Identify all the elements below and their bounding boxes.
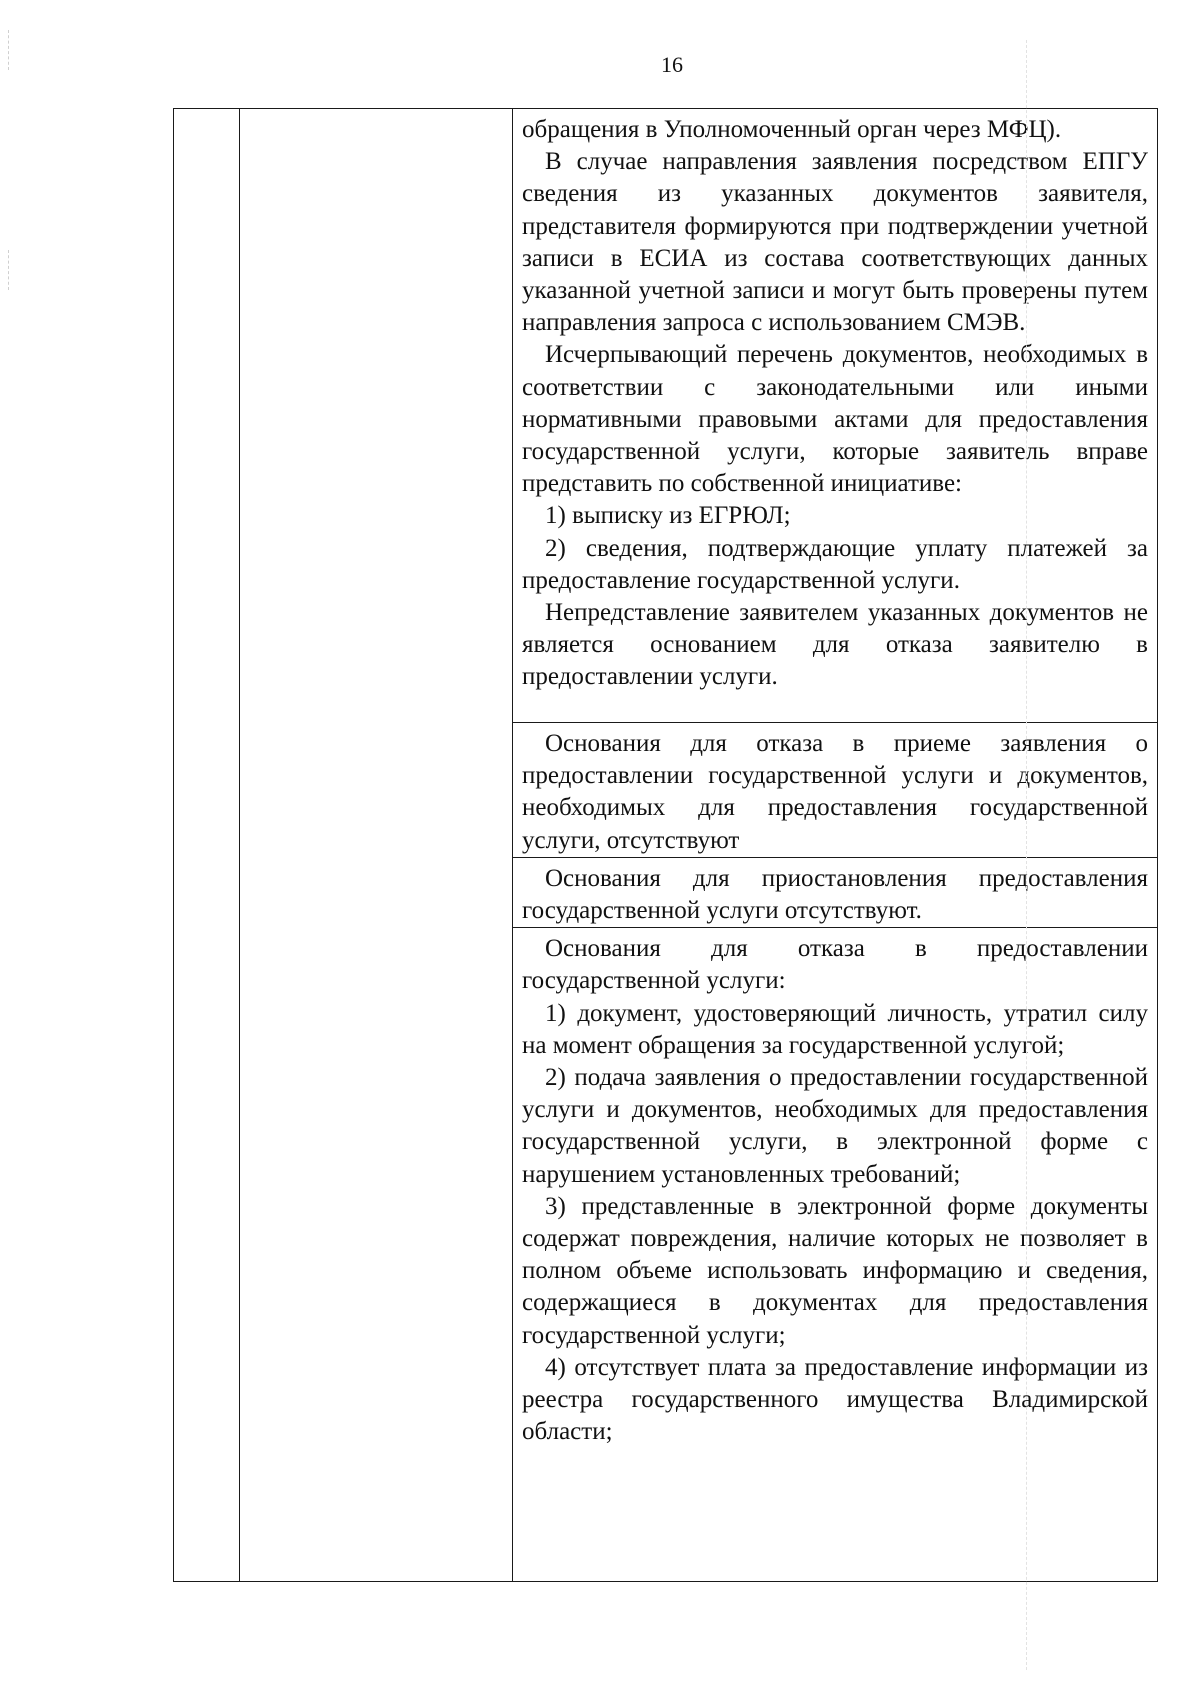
paragraph: 4) отсутствует плата за предоставление информации из реестра государственного имущества Владимирской области; <box>522 1353 1148 1446</box>
scan-fold-line <box>1026 40 1027 1670</box>
paragraph: Исчерпывающий перечень документов, необходимых в соответствии с законодательными или иными нормативными правовыми актами для предоставления государственной услуги, которые заявитель вправе представить по собственной инициативе: <box>522 341 1148 498</box>
table-cell-content <box>513 857 1158 927</box>
table-cell-content <box>513 109 1158 723</box>
cell-text <box>513 723 1157 857</box>
table-row <box>174 109 1158 723</box>
document-table <box>173 108 1158 1582</box>
paragraph: Основания для приостановления предоставления государственной услуги отсутствуют. <box>522 864 1148 925</box>
paragraph: обращения в Уполномоченный орган через МФЦ). <box>522 116 1062 143</box>
paragraph: 1) выписку из ЕГРЮЛ; <box>545 502 791 530</box>
paragraph: 3) представленные в электронной форме документы содержат повреждения, наличие которых не позволяет в полном объеме использовать информацию и сведения, содержащиеся в документах для предоставления государственной услуги; <box>522 1192 1148 1349</box>
table-cell-number <box>174 109 240 1582</box>
table-cell-title <box>240 109 513 1582</box>
paragraph: 1) документ, удостоверяющий личность, утратил силу на момент обращения за государственной услугой; <box>522 999 1148 1059</box>
page-number: 16 <box>661 52 683 77</box>
table-cell-content <box>513 928 1158 1582</box>
paragraph: 2) сведения, подтверждающие уплату платежей за предоставление государственной услуги. <box>522 534 1148 594</box>
scan-edge-mark <box>8 30 9 70</box>
cell-text <box>513 858 1157 927</box>
paragraph: Основания для отказа в приеме заявления о предоставлении государственной услуги и документов, необходимых для предоставления государственной услуги, отсутствуют <box>522 730 1148 854</box>
paragraph: Основания для отказа в предоставлении государственной услуги: <box>522 935 1148 995</box>
cell-text <box>513 109 1157 694</box>
paragraph: В случае направления заявления посредством ЕПГУ сведения из указанных документов заявителя, представителя формируются при подтверждении учетной записи в ЕСИА из состава соответствующих данных указанной учетной записи и могут быть проверены путем направления запроса с использованием СМЭВ. <box>522 148 1148 337</box>
scan-edge-mark <box>8 250 9 290</box>
paragraph: 2) подача заявления о предоставлении государственной услуги и документов, необходимых для предоставления государственной услуги, в электронной форме с нарушением установленных требований; <box>522 1064 1148 1188</box>
paragraph: Непредставление заявителем указанных документов не является основанием для отказа заявителю в предоставлении услуги. <box>522 599 1148 691</box>
cell-text <box>513 928 1157 1448</box>
table-cell-content <box>513 723 1158 858</box>
